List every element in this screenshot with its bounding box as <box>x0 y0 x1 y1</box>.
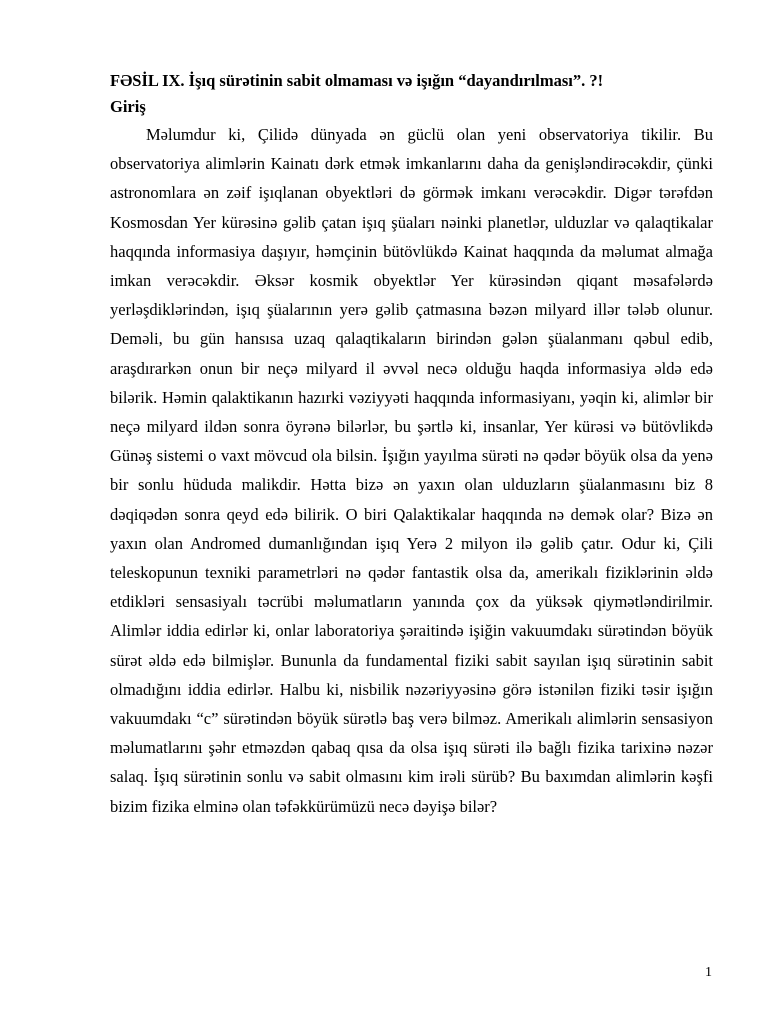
body-paragraph: Məlumdur ki, Çilidə dünyada ən güclü olan yeni observatoriya tikilir. Bu observatoriya alimlərin Kainatı dərk etmək imkanlarını daha da genişləndirəcəkdir, çünki astronomlara ən zəif işıqlanan obyektləri də görmək imkanı verəcəkdir. Digər tərəfdən Kosmosdan Yer kürəsinə gəlib çatan işıq şüaları nəinki planetlər, ulduzlar və qalaqtikalar haqqında informasiya daşıyır, həmçinin bütövlükdə Kainat haqqında da məlumat almağa imkan verəcəkdir. Əksər kosmik obyektlər Yer kürəsindən qiqant məsafələrdə yerləşdiklərindən, işıq şüalarının yerə gəlib çatmasına bəzən milyard illər tələb olunur. Deməli, bu gün hansısa uzaq qalaqtikaların birindən gələn şüalanmanı qəbul edib, araşdırarkən onun bir neçə milyard il əvvəl necə olduğu haqda informasiya əldə edə bilərik. Həmin qalaktikanın hazırki vəziyyəti haqqında informasiyanı, yəqin ki, alimlər bir neçə milyard ildən sonra öyrənə bilərlər, bu şərtlə ki, insanlar, Yer kürəsi və bütövlikdə Günəş sistemi o vaxt mövcud ola bilsin. İşığın yayılma sürəti nə qədər böyük olsa da yenə bir sonlu hüduda malikdir. Hətta bizə ən yaxın olan ulduzların şüalanmasını biz 8 dəqiqədən sonra qeyd edə bilirik. O biri Qalaktikalar haqqında nə demək olar? Bizə ən yaxın olan Andromed dumanlığından işıq Yerə 2 milyon ilə gəlib çatır. Odur ki, Çili teleskopunun texniki parametrləri nə qədər fantastik olsa da, amerikalı fiziklərinin əldə etdikləri sensasiyalı təcrübi məlumatların yanında çox da yüksək qiymətləndirilmir. Alimlər iddia edirlər ki, onlar laboratoriya şəraitində işiğin vakuumdakı sürətindən böyük sürət əldə edə bilmişlər. Bununla da fundamental fiziki sabit sayılan işıq sürətinin sabit olmadığını iddia edirlər. Halbu ki, nisbilik nəzəriyyəsinə görə istənilən fiziki təsir işığın vakuumdakı “c” sürətindən böyük sürətlə baş verə bilməz. Amerikalı alimlərin sensasiyon məlumatlarını şəhr etməzdən qabaq qısa da olsa işıq sürəti ilə bağlı fizika tarixinə nəzər salaq. İşıq sürətinin sonlu və sabit olmasını kim irəli sürüb? Bu baxımdan alimlərin kəşfi bizim fizika elminə olan təfəkkürümüzü necə dəyişə bilər? <box>110 125 713 816</box>
chapter-title: FƏSİL IX. İşıq sürətinin sabit olmaması və işığın “dayandırılması”. ?! <box>110 71 604 90</box>
page-number: 1 <box>705 965 712 980</box>
section-title: Giriş <box>110 97 146 116</box>
document-page <box>110 68 713 821</box>
